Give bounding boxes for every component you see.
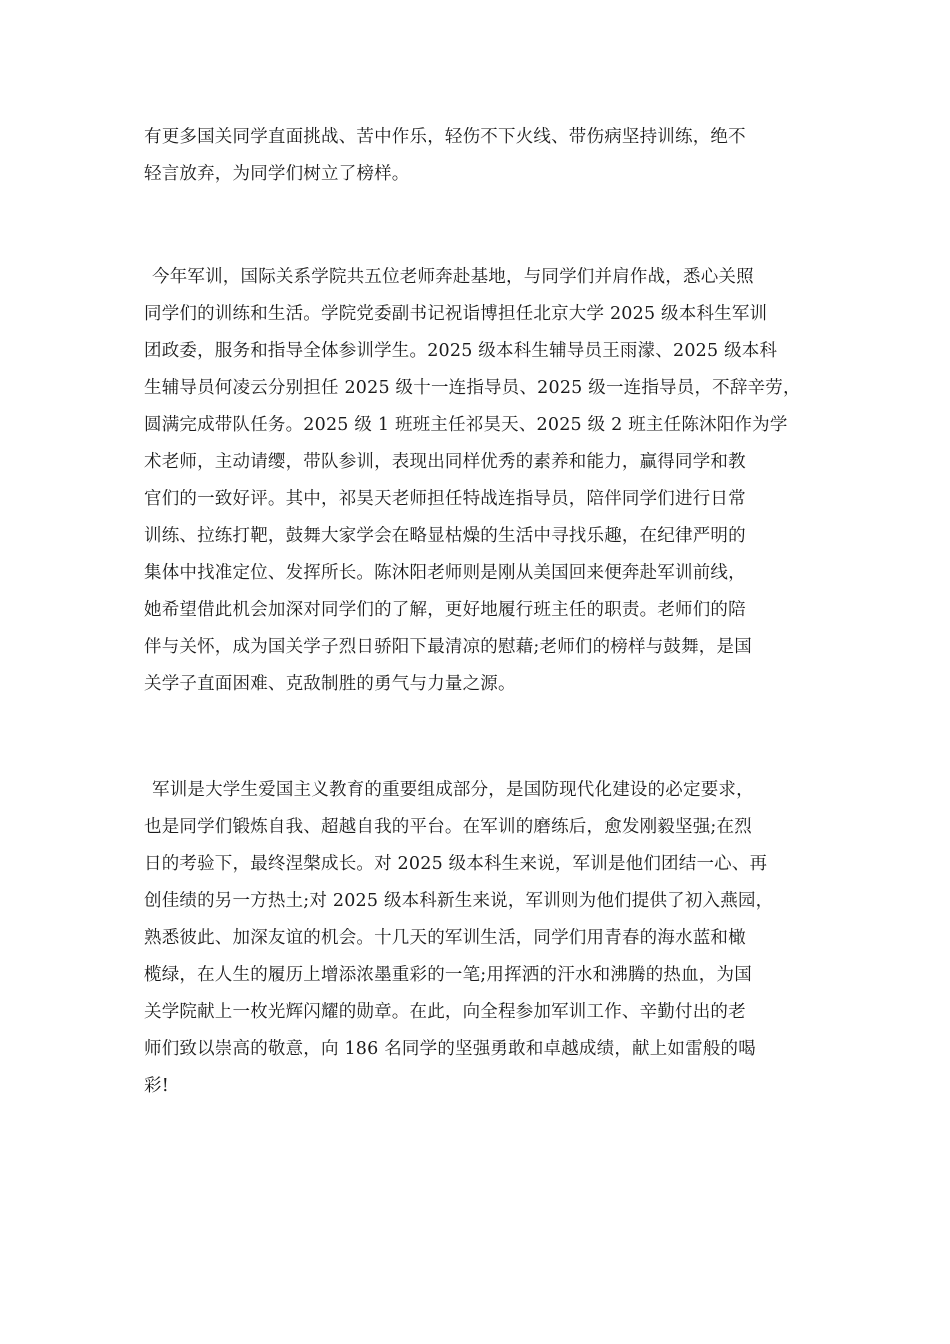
text-line: 伴与关怀，成为国关学子烈日骄阳下最清凉的慰藉;老师们的榜样与鼓舞，是国 (144, 637, 752, 657)
text-line: 同学们的训练和生活。学院党委副书记祝诣博担任北京大学 2025 级本科生军训 (144, 304, 768, 324)
text-line: 训练、拉练打靶，鼓舞大家学会在略显枯燥的生活中寻找乐趣，在纪律严明的 (144, 526, 746, 546)
text-line: 团政委，服务和指导全体参训学生。2025 级本科生辅导员王雨濛、2025 级本科 (144, 341, 778, 361)
text-line: 熟悉彼此、加深友谊的机会。十几天的军训生活，同学们用青春的海水蓝和橄 (144, 928, 746, 948)
text-line: 轻言放弃，为同学们树立了榜样。 (144, 164, 410, 184)
text-line: 生辅导员何凌云分别担任 2025 级十一连指导员、2025 级一连指导员，不辞辛劳， (144, 378, 801, 398)
text-line: 关学院献上一枚光辉闪耀的勋章。在此，向全程参加军训工作、辛勤付出的老 (144, 1002, 746, 1022)
text-line: 彩! (144, 1076, 169, 1096)
text-line: 也是同学们锻炼自我、超越自我的平台。在军训的磨练后，愈发刚毅坚强;在烈 (144, 817, 752, 837)
text-line: 师们致以崇高的敬意，向 186 名同学的坚强勇敢和卓越成绩，献上如雷般的喝 (144, 1039, 756, 1059)
text-line: 圆满完成带队任务。2025 级 1 班班主任祁昊天、2025 级 2 班主任陈沐阳作为学 (144, 415, 788, 435)
text-line: 有更多国关同学直面挑战、苦中作乐，轻伤不下火线、带伤病坚持训练，绝不 (144, 127, 746, 147)
text-line: 日的考验下，最终涅槃成长。对 2025 级本科生来说，军训是他们团结一心、再 (144, 854, 768, 874)
text-line: 集体中找准定位、发挥所长。陈沐阳老师则是刚从美国回来便奔赴军训前线， (144, 563, 746, 583)
text-line: 术老师，主动请缨，带队参训，表现出同样优秀的素养和能力，赢得同学和教 (144, 452, 746, 472)
text-line: 榄绿，在人生的履历上增添浓墨重彩的一笔;用挥洒的汗水和沸腾的热血，为国 (144, 965, 752, 985)
text-line: 官们的一致好评。其中，祁昊天老师担任特战连指导员，陪伴同学们进行日常 (144, 489, 746, 509)
text-line: 创佳绩的另一方热土;对 2025 级本科新生来说，军训则为他们提供了初入燕园， (144, 891, 774, 911)
text-line: 关学子直面困难、克敌制胜的勇气与力量之源。 (144, 674, 516, 694)
text-line: 军训是大学生爱国主义教育的重要组成部分，是国防现代化建设的必定要求， (152, 780, 754, 800)
text-line: 她希望借此机会加深对同学们的了解，更好地履行班主任的职责。老师们的陪 (144, 600, 746, 620)
text-line: 今年军训，国际关系学院共五位老师奔赴基地，与同学们并肩作战，悉心关照 (152, 267, 754, 287)
